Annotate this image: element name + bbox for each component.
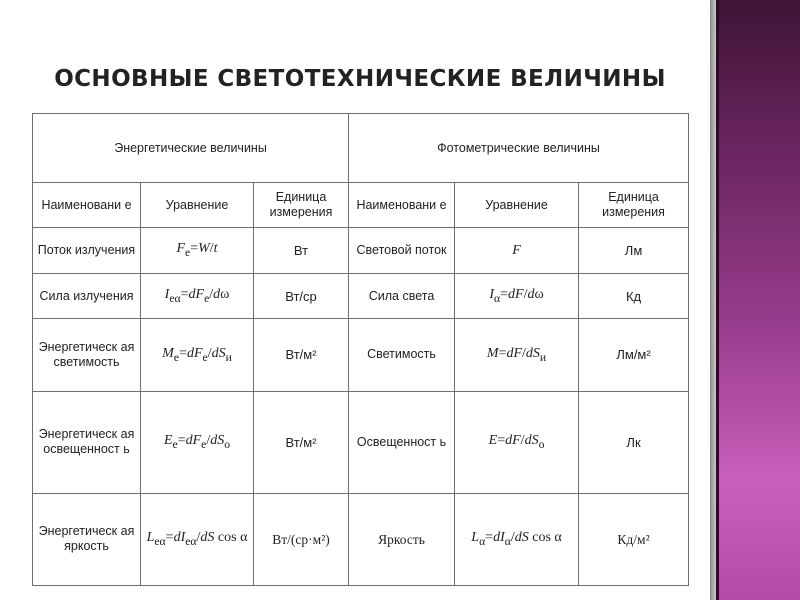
energy-unit: Вт/(ср·м²) [254,493,349,585]
energy-quantity-name: Поток излучения [33,228,141,274]
energy-quantity-name: Энергетическ ая освещенност ь [33,391,141,493]
photometric-equation: $L_\alpha=dI_\alpha/dS$ cos α [455,493,579,585]
energy-quantity-name: Энергетическ ая светимость [33,319,141,391]
photometric-equation: F [455,228,579,274]
photometric-equation: $M=dF/dS_и$ [455,319,579,391]
table-row [33,391,689,493]
photometric-quantity-name: Сила света [349,274,455,319]
energy-quantity-name: Энергетическ ая яркость [33,493,141,585]
group-header-energy: Энергетические величины [33,114,349,183]
photometric-quantity-name: Освещенност ь [349,391,455,493]
energy-equation: $I_{e\alpha}=dF_e/d\omega$ [141,274,254,319]
energy-unit: Вт/м² [254,319,349,391]
energy-equation: $M_e=dF_e/dS_и$ [141,319,254,391]
energy-equation: $F_e=W/t$ [141,228,254,274]
photometric-equation: $E=dF/dS_o$ [455,391,579,493]
table-column-header-row [33,183,689,228]
photometric-unit: Кд [579,274,689,319]
quantities-table [32,113,689,586]
table-row [33,493,689,585]
col-header-photo-unit: Единица измерения [579,183,689,228]
energy-unit: Вт/ср [254,274,349,319]
photometric-quantity-name: Яркость [349,493,455,585]
table-row [33,319,689,391]
energy-equation: $L_{e\alpha}=dI_{e\alpha}/dS$ cos α [141,493,254,585]
photometric-unit: Лм [579,228,689,274]
energy-unit: Вт/м² [254,391,349,493]
col-header-energy-unit: Единица измерения [254,183,349,228]
table-group-header-row [33,114,689,183]
col-header-photo-equation: Уравнение [455,183,579,228]
col-header-energy-equation: Уравнение [141,183,254,228]
table-row [33,274,689,319]
table-row [33,228,689,274]
col-header-energy-name: Наименовани е [33,183,141,228]
photometric-unit: Лк [579,391,689,493]
col-header-photo-name: Наименовани е [349,183,455,228]
photometric-equation: $I_\alpha=dF/d\omega$ [455,274,579,319]
energy-quantity-name: Сила излучения [33,274,141,319]
photometric-unit: Кд/м² [579,493,689,585]
photometric-unit: Лм/м² [579,319,689,391]
slide-title: ОСНОВНЫЕ СВЕТОТЕХНИЧЕСКИЕ ВЕЛИЧИНЫ [54,66,666,92]
photometric-quantity-name: Световой поток [349,228,455,274]
photometric-quantity-name: Светимость [349,319,455,391]
energy-unit: Вт [254,228,349,274]
energy-equation: $E_e=dF_e/dS_o$ [141,391,254,493]
group-header-photometric: Фотометрические величины [349,114,689,183]
decorative-side-band [710,0,800,600]
